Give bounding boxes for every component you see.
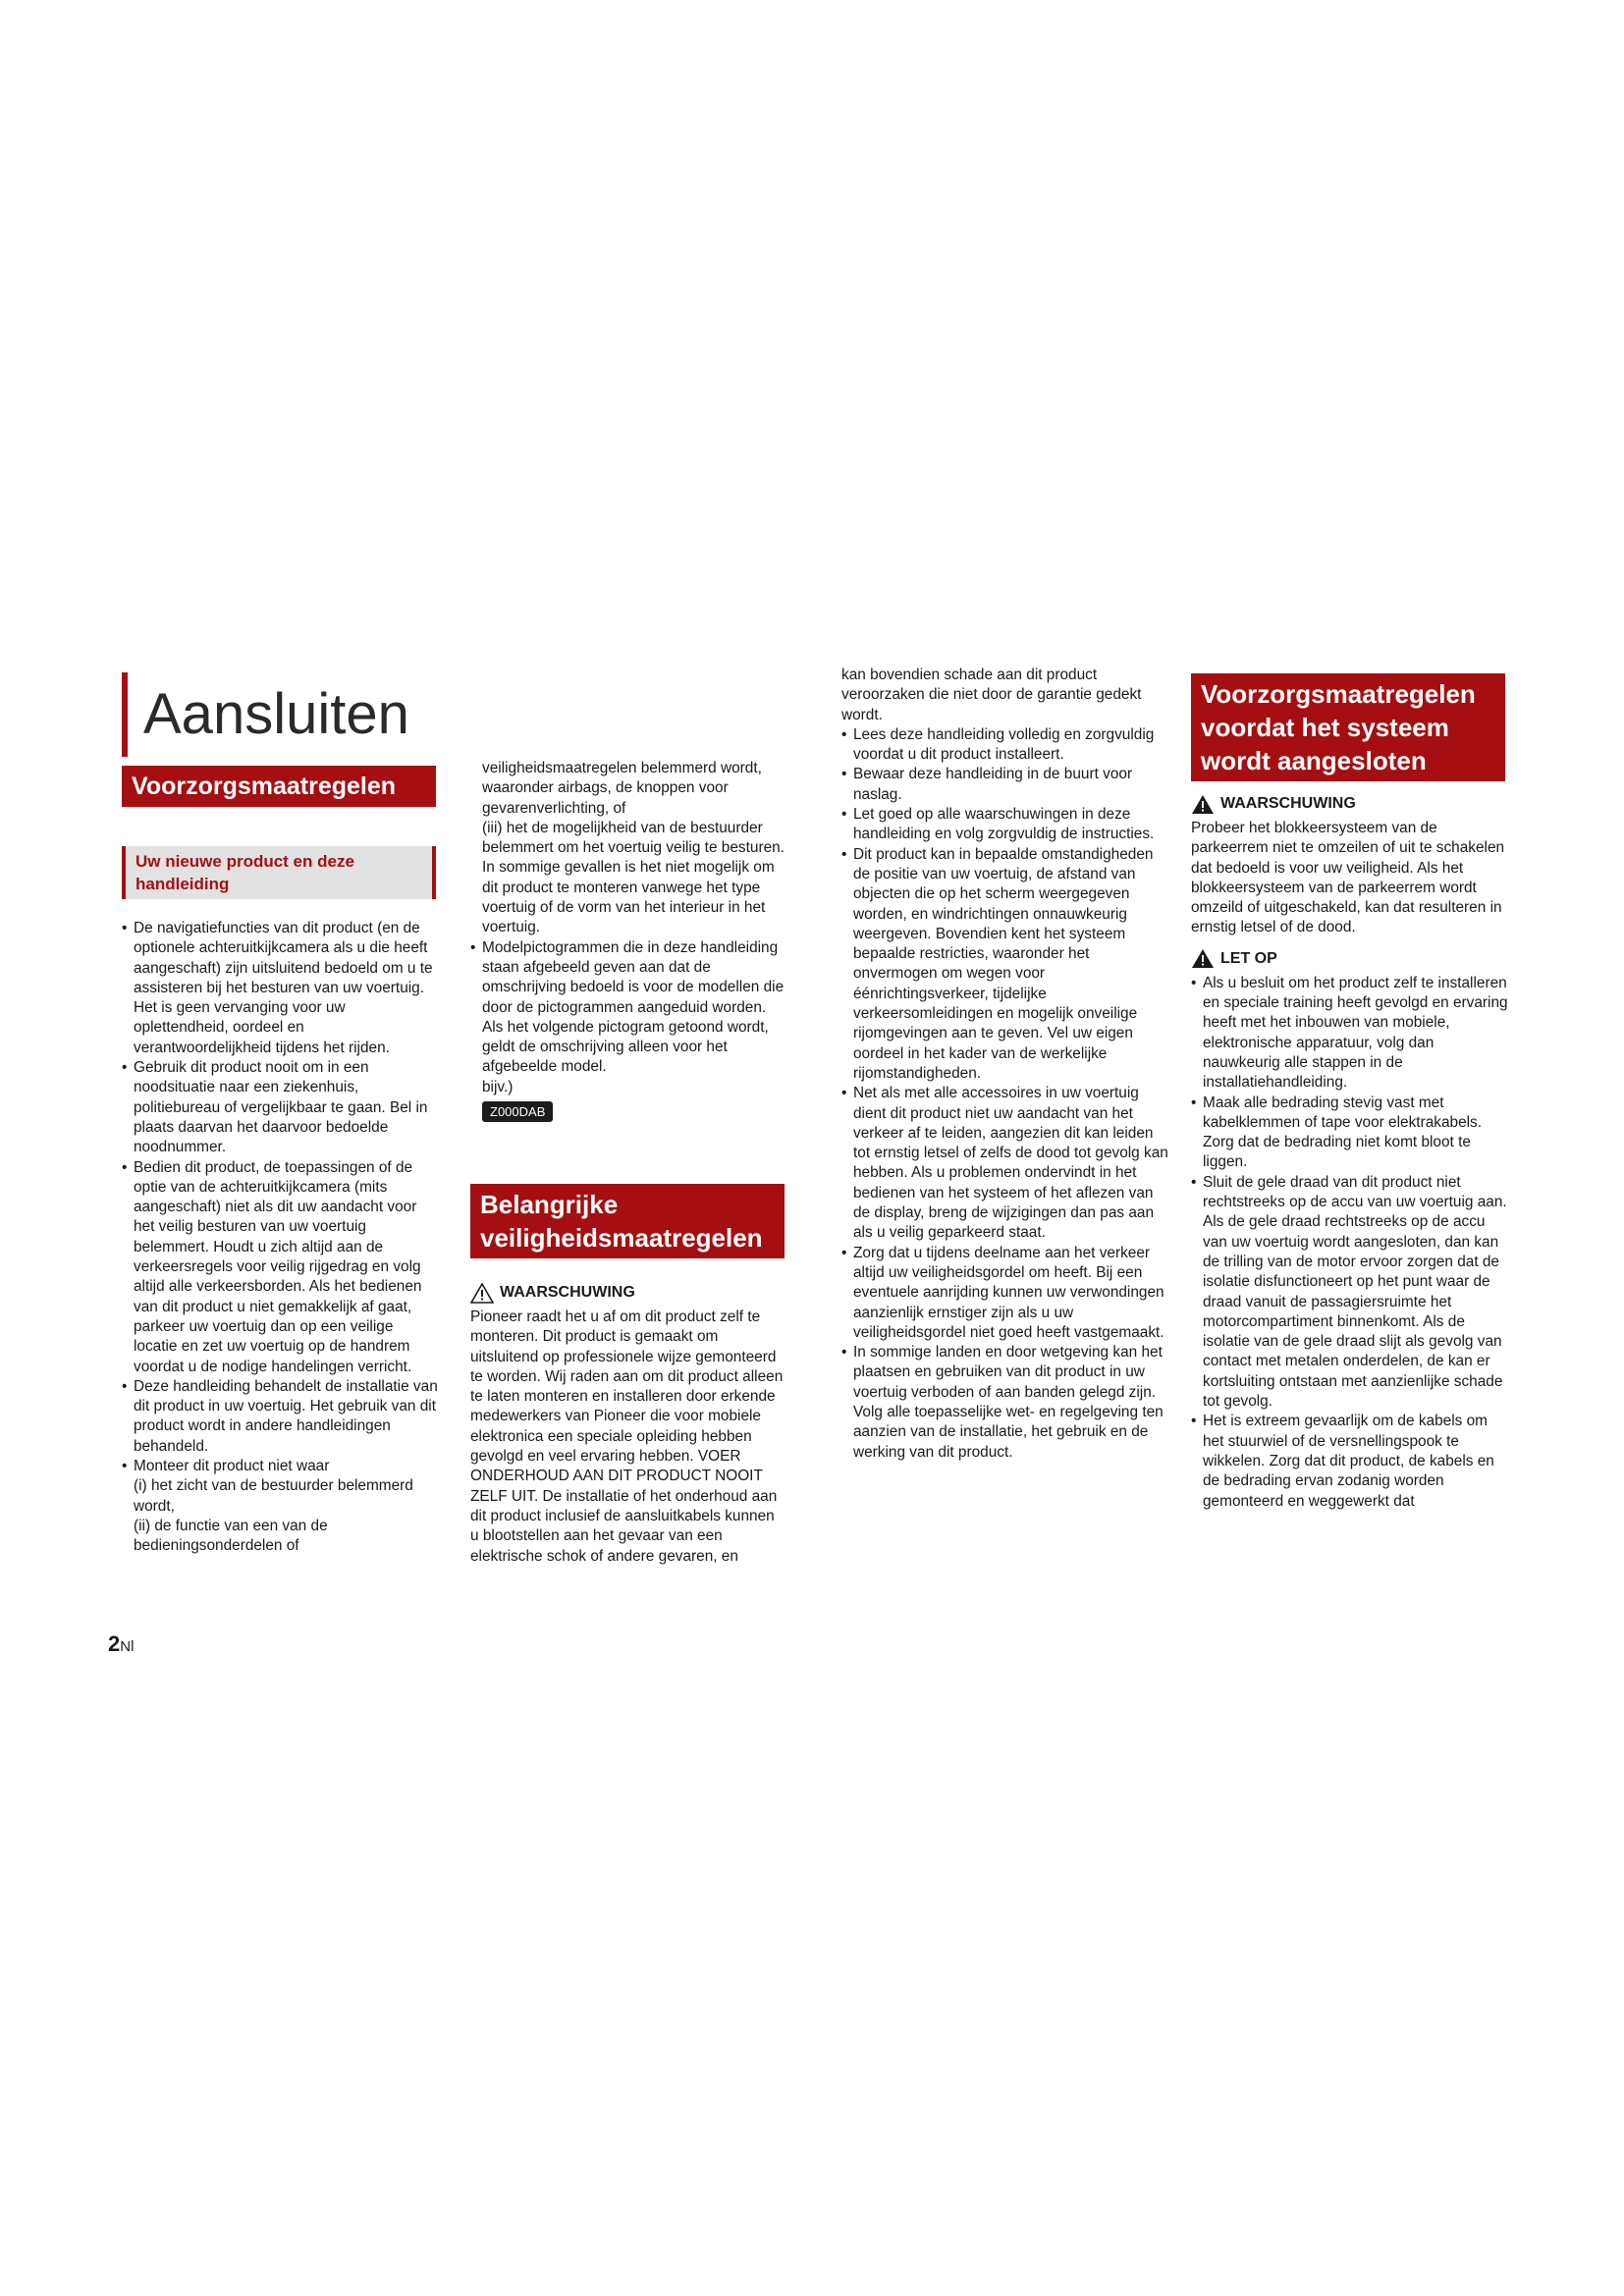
page-number xyxy=(108,1631,134,1657)
paragraph: kan bovendien schade aan dit product veroorzaken die niet door de garantie gedekt wordt. xyxy=(841,667,1142,723)
sub-item-i: (i) het zicht van de bestuurder belemmerd wordt, xyxy=(134,1477,413,1515)
warning-label: WAARSCHUWING xyxy=(1220,795,1356,812)
list-item: • De navigatiefuncties van dit product (en de optionele achteruitkijkcamera als u die heeft aangeschaft) zijn uitsluitend bedoeld om u te assisteren bij het besturen van uw voertuig. Het is geen vervanging voor uw oplettendheid, oordeel en verantwoordelijkheid tijdens het rijden. xyxy=(122,919,440,1058)
list-item: • Zorg dat u tijdens deelname aan het verkeer altijd uw veiligheidsgordel om heeft. Bij een eventuele aanrijding kunnen uw verwondingen aanzienlijk ernstiger zijn als u uw veiligheidsgordel niet goed heeft vastgemaakt. xyxy=(841,1244,1169,1343)
list-item: • Dit product kan in bepaalde omstandigheden de positie van uw voertuig, de afstand van objecten die op het scherm weergegeven worden, en windrichtingen onnauwkeurig weergeven. Bovendien kent het systeem bepaalde restricties, waaronder het onvermogen om wegen voor éénrichtingsverkeer, tijdelijke verkeersomleidingen en mogelijk onveilige rijomgevingen aan te geven. Vel uw eigen oordeel in het kader van de werkelijke rijomstandigheden. xyxy=(841,845,1169,1085)
list-item xyxy=(122,1457,440,1556)
caution-heading xyxy=(1191,948,1509,970)
page-number-value: 2 xyxy=(108,1631,121,1656)
warning-heading xyxy=(470,1282,786,1304)
list-item: • Lees deze handleiding volledig en zorgvuldig voordat u dit product installeert. xyxy=(841,725,1169,766)
caution-triangle-icon xyxy=(1191,948,1215,969)
bullet-list xyxy=(470,938,786,1078)
bullet-list xyxy=(122,919,440,1557)
sub-item-iii: (iii) het de mogelijkheid van de bestuurder belemmert om het voertuig veilig te besturen. xyxy=(482,819,785,857)
subsection-heading: Uw nieuwe product en deze handleiding xyxy=(122,846,436,899)
warning-triangle-icon xyxy=(1191,794,1215,815)
list-item: • Bewaar deze handleiding in de buurt voor naslag. xyxy=(841,765,1169,805)
warning-heading xyxy=(1191,793,1509,815)
chapter-title: Aansluiten xyxy=(122,672,475,757)
list-item-text: Monteer dit product niet waar xyxy=(134,1458,330,1475)
section-heading-voordat: Voorzorgsmaatregelen voordat het systeem wordt aangesloten xyxy=(1191,673,1505,781)
list-item: • Let goed op alle waarschuwingen in deze handleiding en volg zorgvuldig de instructies. xyxy=(841,805,1169,845)
section-heading-voorzorgsmaatregelen: Voorzorgsmaatregelen xyxy=(122,766,436,807)
column-4 xyxy=(1191,793,1509,1512)
list-item: • Gebruik dit product nooit om in een noodsituatie naar een ziekenhuis, politiebureau of vergelijkbaar te gaan. Bel in plaats daarvan het daarvoor bedoelde noodnummer. xyxy=(122,1058,440,1157)
model-code-badge: Z000DAB xyxy=(482,1101,553,1122)
sub-item-ii: (ii) de functie van een van de bedieningsonderdelen of xyxy=(134,1517,328,1555)
page-language: Nl xyxy=(120,1638,135,1655)
warning-label: WAARSCHUWING xyxy=(500,1284,635,1301)
paragraph: In sommige gevallen is het niet mogelijk om dit product te monteren vanwege het type voertuig of de vorm van het interieur in het voertuig. xyxy=(482,859,775,936)
column-2 xyxy=(470,759,786,1122)
list-item: • Als u besluit om het product zelf te installeren en speciale training heeft gevolgd en ervaring heeft met het inbouwen van mobiele, elektronische apparatuur, volg dan nauwkeurig alle stappen in de installatiehandleiding. xyxy=(1191,974,1509,1094)
warning-text: Probeer het blokkeersysteem van de parkeerrem niet te omzeilen of uit te schakelen dat bedoeld is voor uw veiligheid. Als het blokkeersysteem van de parkeerrem wordt omzeild of uitgeschakeld, kan dat resulteren in ernstig letsel of de dood. xyxy=(1191,820,1505,936)
warning-triangle-icon xyxy=(470,1283,494,1304)
column-2-lower xyxy=(470,1260,786,1567)
list-item: • Het is extreem gevaarlijk om de kabels om het stuurwiel of de versnellingspook te wikkelen. Zorg dat dit product, de kabels en de bedrading ervan zodanig worden gemonteerd en weggewerkt dat xyxy=(1191,1412,1509,1511)
column-1 xyxy=(122,919,440,1557)
warning-text: Pioneer raadt het u af om dit product zelf te monteren. Dit product is gemaakt om uitsluitend op professionele wijze gemonteerd te worden. Wij raden aan om dit product alleen te laten monteren en installeren door erkende medewerkers van Pioneer die voor mobiele elektronica een speciale opleiding hebben gevolgd en veel ervaring hebben. VOER ONDERHOUD AAN DIT PRODUCT NOOIT ZELF UIT. De installatie of het onderhoud aan dit product inclusief de aansluitkabels kunnen u blootstellen aan het gevaar van een elektrische schok of andere gevaren, en xyxy=(470,1308,784,1565)
bullet-list xyxy=(1191,974,1509,1512)
column-3 xyxy=(841,666,1169,1463)
list-item: • Net als met alle accessoires in uw voertuig dient dit product niet uw aandacht van het verkeer af te leiden, aangezien dit kan leiden tot ernstig letsel of zelfs de dood tot gevolg kan hebben. Als u problemen ondervindt in het bedienen van het systeem of het aflezen van de display, breng de wijzigingen dan pas aan als u veilig geparkeerd staat. xyxy=(841,1084,1169,1243)
section-heading-belangrijke: Belangrijke veiligheidsmaatregelen xyxy=(470,1184,785,1258)
example-label: bijv.) xyxy=(482,1078,514,1095)
caution-label: LET OP xyxy=(1220,949,1277,967)
bullet-list xyxy=(841,725,1169,1463)
paragraph: veiligheidsmaatregelen belemmerd wordt, waaronder airbags, de knoppen voor gevarenverlichting, of xyxy=(482,760,762,817)
list-item: • Maak alle bedrading stevig vast met kabelklemmen of tape voor elektrakabels. Zorg dat de bedrading niet komt bloot te liggen. xyxy=(1191,1094,1509,1173)
list-item: • Bedien dit product, de toepassingen of de optie van de achteruitkijkcamera (mits aangeschaft) niet als dit uw aandacht voor het veilig besturen van uw voertuig belemmert. Houdt u zich altijd aan de verkeersregels voor veilig rijgedrag en volg altijd alle verkeersborden. Als het bedienen van dit product u niet gemakkelijk af gaat, parkeer uw voertuig dan op een veilige locatie en zet uw voertuig op de handrem voordat u de nodige handelingen verricht. xyxy=(122,1158,440,1377)
list-item: • Deze handleiding behandelt de installatie van dit product in uw voertuig. Het gebruik van dit product wordt in andere handleidingen behandeld. xyxy=(122,1377,440,1457)
list-item: • Modelpictogrammen die in deze handleiding staan afgebeeld geven aan dat de omschrijving bedoeld is voor de modellen die door de pictogrammen aangeduid worden. Als het volgende pictogram getoond wordt, geldt de omschrijving alleen voor het afgebeelde model. xyxy=(470,938,786,1078)
list-item: • Sluit de gele draad van dit product niet rechtstreeks op de accu van uw voertuig aan. Als de gele draad rechtstreeks op de accu van uw voertuig wordt aangesloten, dan kan de trilling van de motor ervoor zorgen dat de isolatie disfunctioneert op het punt waar de draad vanuit de passagiersruimte het motorcompartiment binnenkomt. Als de isolatie van de gele draad slijt als gevolg van contact met metalen onderdelen, de kan er kortsluiting ontstaan met aanzienlijke schade tot gevolg. xyxy=(1191,1173,1509,1413)
list-item: • In sommige landen en door wetgeving kan het plaatsen en gebruiken van dit product in uw voertuig verboden of aan banden gelegd zijn. Volg alle toepasselijke wet- en regelgeving ten aanzien van de installatie, het gebruik en de werking van dit product. xyxy=(841,1343,1169,1463)
